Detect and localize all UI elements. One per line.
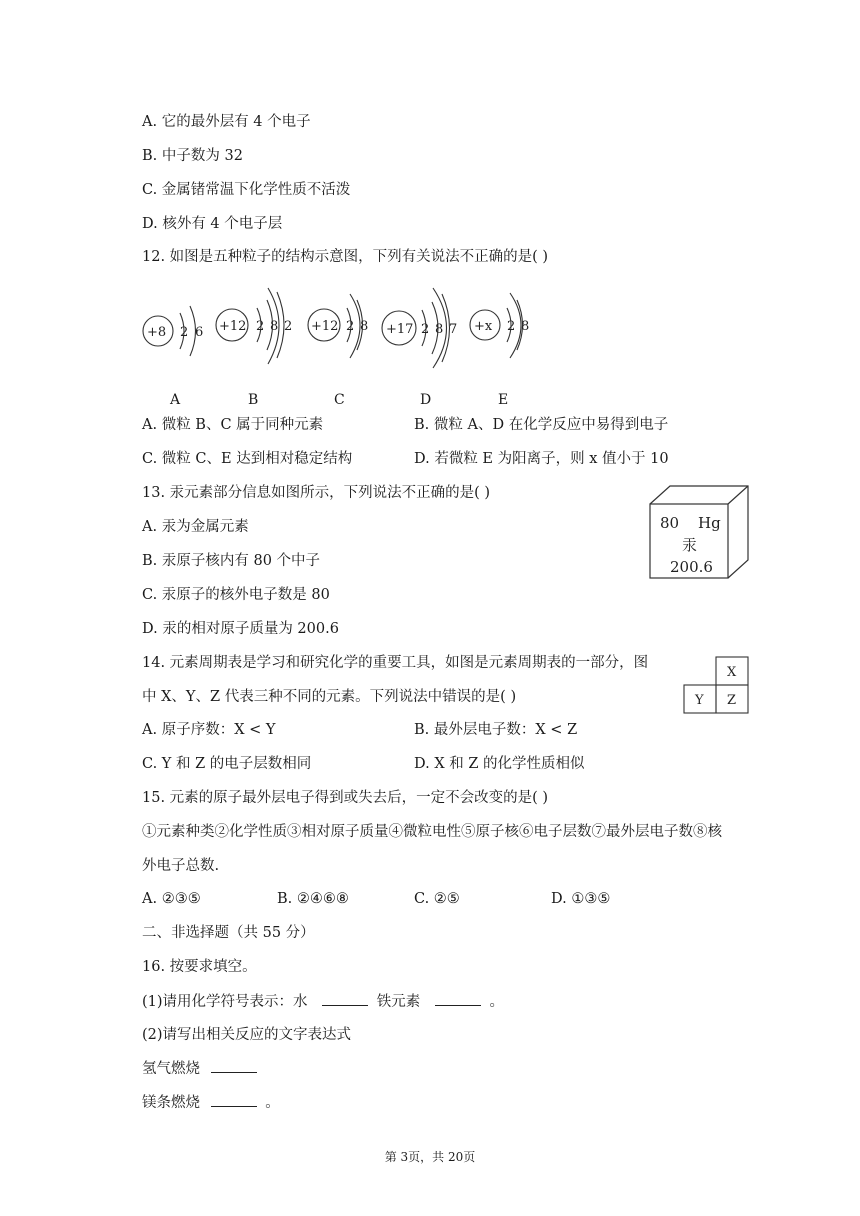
q13-option-a: A. 汞为金属元素: [142, 519, 249, 535]
iron-symbol-blank[interactable]: [435, 991, 481, 1006]
q14-stem-line2: 中 X、Y、Z 代表三种不同的元素。下列说法中错误的是( ): [142, 689, 517, 705]
q13-option-d: D. 汞的相对原子质量为 200.6: [142, 621, 339, 637]
particle-c-shell-2: 8: [360, 319, 369, 334]
q16-part2: (2)请写出相关反应的文字表达式: [142, 1027, 352, 1043]
q16-part1-water-label: (1)请用化学符号表示：水: [142, 994, 308, 1010]
q15-option-a: A. ②③⑤: [142, 891, 201, 907]
q15-stem: 15. 元素的原子最外层电子得到或失去后，一定不会改变的是( ): [142, 790, 549, 806]
hydrogen-combustion-label: 氢气燃烧: [142, 1061, 200, 1077]
q14-option-b: B. 最外层电子数：X < Z: [414, 722, 578, 738]
q14-option-d: D. X 和 Z 的化学性质相似: [414, 756, 585, 772]
particle-d-shell-1: 2: [421, 322, 430, 337]
magnesium-combustion-label: 镁条燃烧: [142, 1095, 200, 1111]
q13-option-c: C. 汞原子的核外电子数是 80: [142, 587, 330, 603]
magnesium-line-period: 。: [265, 1095, 280, 1111]
particle-d-shell-3: 7: [449, 322, 458, 337]
particle-e-shell-2: 8: [521, 319, 530, 334]
element-z-symbol: Z: [727, 693, 737, 708]
element-x-symbol: X: [727, 665, 737, 680]
q16-part1-period: 。: [489, 994, 504, 1010]
q12-option-c: C. 微粒 C、E 达到相对稳定结构: [142, 451, 353, 467]
magnesium-combustion-blank[interactable]: [211, 1092, 257, 1107]
section-heading: 二、非选择题（共 55 分）: [142, 925, 315, 941]
q14-option-a: A. 原子序数：X < Y: [142, 722, 276, 738]
particle-b-nucleus-charge: +12: [219, 319, 247, 334]
particle-c-nucleus-charge: +12: [311, 319, 339, 334]
q13-option-b: B. 汞原子核内有 80 个中子: [142, 553, 321, 569]
particle-e-nucleus-charge: +x: [474, 319, 493, 334]
particle-b-shell-2: 8: [270, 319, 279, 334]
particle-c-shell-1: 2: [346, 319, 355, 334]
mercury-name: 汞: [682, 536, 698, 554]
q15-list-line2: 外电子总数.: [142, 858, 220, 874]
particle-d-shell-2: 8: [435, 322, 444, 337]
element-y-symbol: Y: [695, 693, 704, 708]
q15-option-d: D. ①③⑤: [551, 891, 611, 907]
q15-list-line1: ①元素种类②化学性质③相对原子质量④微粒电性⑤原子核⑥电子层数⑦最外层电子数⑧核: [142, 824, 722, 840]
mercury-symbol: Hg: [698, 514, 721, 532]
q15-option-c: C. ②⑤: [414, 891, 460, 907]
particle-a-label: A: [170, 392, 181, 408]
particle-e-label: E: [498, 392, 509, 408]
q16-part1-iron-label: 铁元素: [376, 994, 421, 1010]
particle-a-shell-2: 6: [195, 325, 204, 340]
q12-stem: 12. 如图是五种粒子的结构示意图，下列有关说法不正确的是( ): [142, 249, 549, 265]
q16-stem: 16. 按要求填空。: [142, 959, 257, 975]
particle-structure-diagram: [140, 278, 560, 378]
particle-e-shell-1: 2: [507, 319, 516, 334]
q15-option-b: B. ②④⑥⑧: [277, 891, 349, 907]
q12-option-a: A. 微粒 B、C 属于同种元素: [142, 417, 324, 433]
q16-part1: [142, 991, 504, 1012]
q12-option-b: B. 微粒 A、D 在化学反应中易得到电子: [414, 417, 669, 433]
particle-b-label: B: [248, 392, 259, 408]
particle-a-shell-1: 2: [180, 325, 189, 340]
page-footer: 第 3页，共 20页: [384, 1150, 476, 1164]
particle-c-label: C: [334, 392, 345, 408]
q11-option-b: B. 中子数为 32: [142, 148, 243, 164]
water-formula-blank[interactable]: [322, 991, 368, 1006]
particle-d-nucleus-charge: +17: [386, 322, 414, 337]
particle-b-shell-1: 2: [256, 319, 265, 334]
periodic-table-fragment: [683, 655, 751, 715]
q11-option-c: C. 金属锗常温下化学性质不活泼: [142, 182, 351, 198]
q14-stem-line1: 14. 元素周期表是学习和研究化学的重要工具，如图是元素周期表的一部分，图: [142, 655, 649, 671]
particle-b-shell-3: 2: [284, 319, 293, 334]
mercury-atomic-number: 80: [660, 514, 680, 532]
hydrogen-combustion-blank[interactable]: [211, 1058, 257, 1073]
q11-option-a: A. 它的最外层有 4 个电子: [142, 114, 311, 130]
mercury-atomic-mass: 200.6: [670, 558, 713, 576]
q12-option-d: D. 若微粒 E 为阳离子，则 x 值小于 10: [414, 451, 669, 467]
q11-option-d: D. 核外有 4 个电子层: [142, 216, 283, 232]
q16-magnesium-line: [142, 1092, 280, 1113]
q14-option-c: C. Y 和 Z 的电子层数相同: [142, 756, 312, 772]
mercury-element-cell: [648, 484, 752, 582]
particle-d-label: D: [420, 392, 432, 408]
particle-a-nucleus-charge: +8: [147, 325, 167, 340]
q13-stem: 13. 汞元素部分信息如图所示，下列说法不正确的是( ): [142, 485, 491, 501]
q16-hydrogen-line: [142, 1058, 261, 1079]
